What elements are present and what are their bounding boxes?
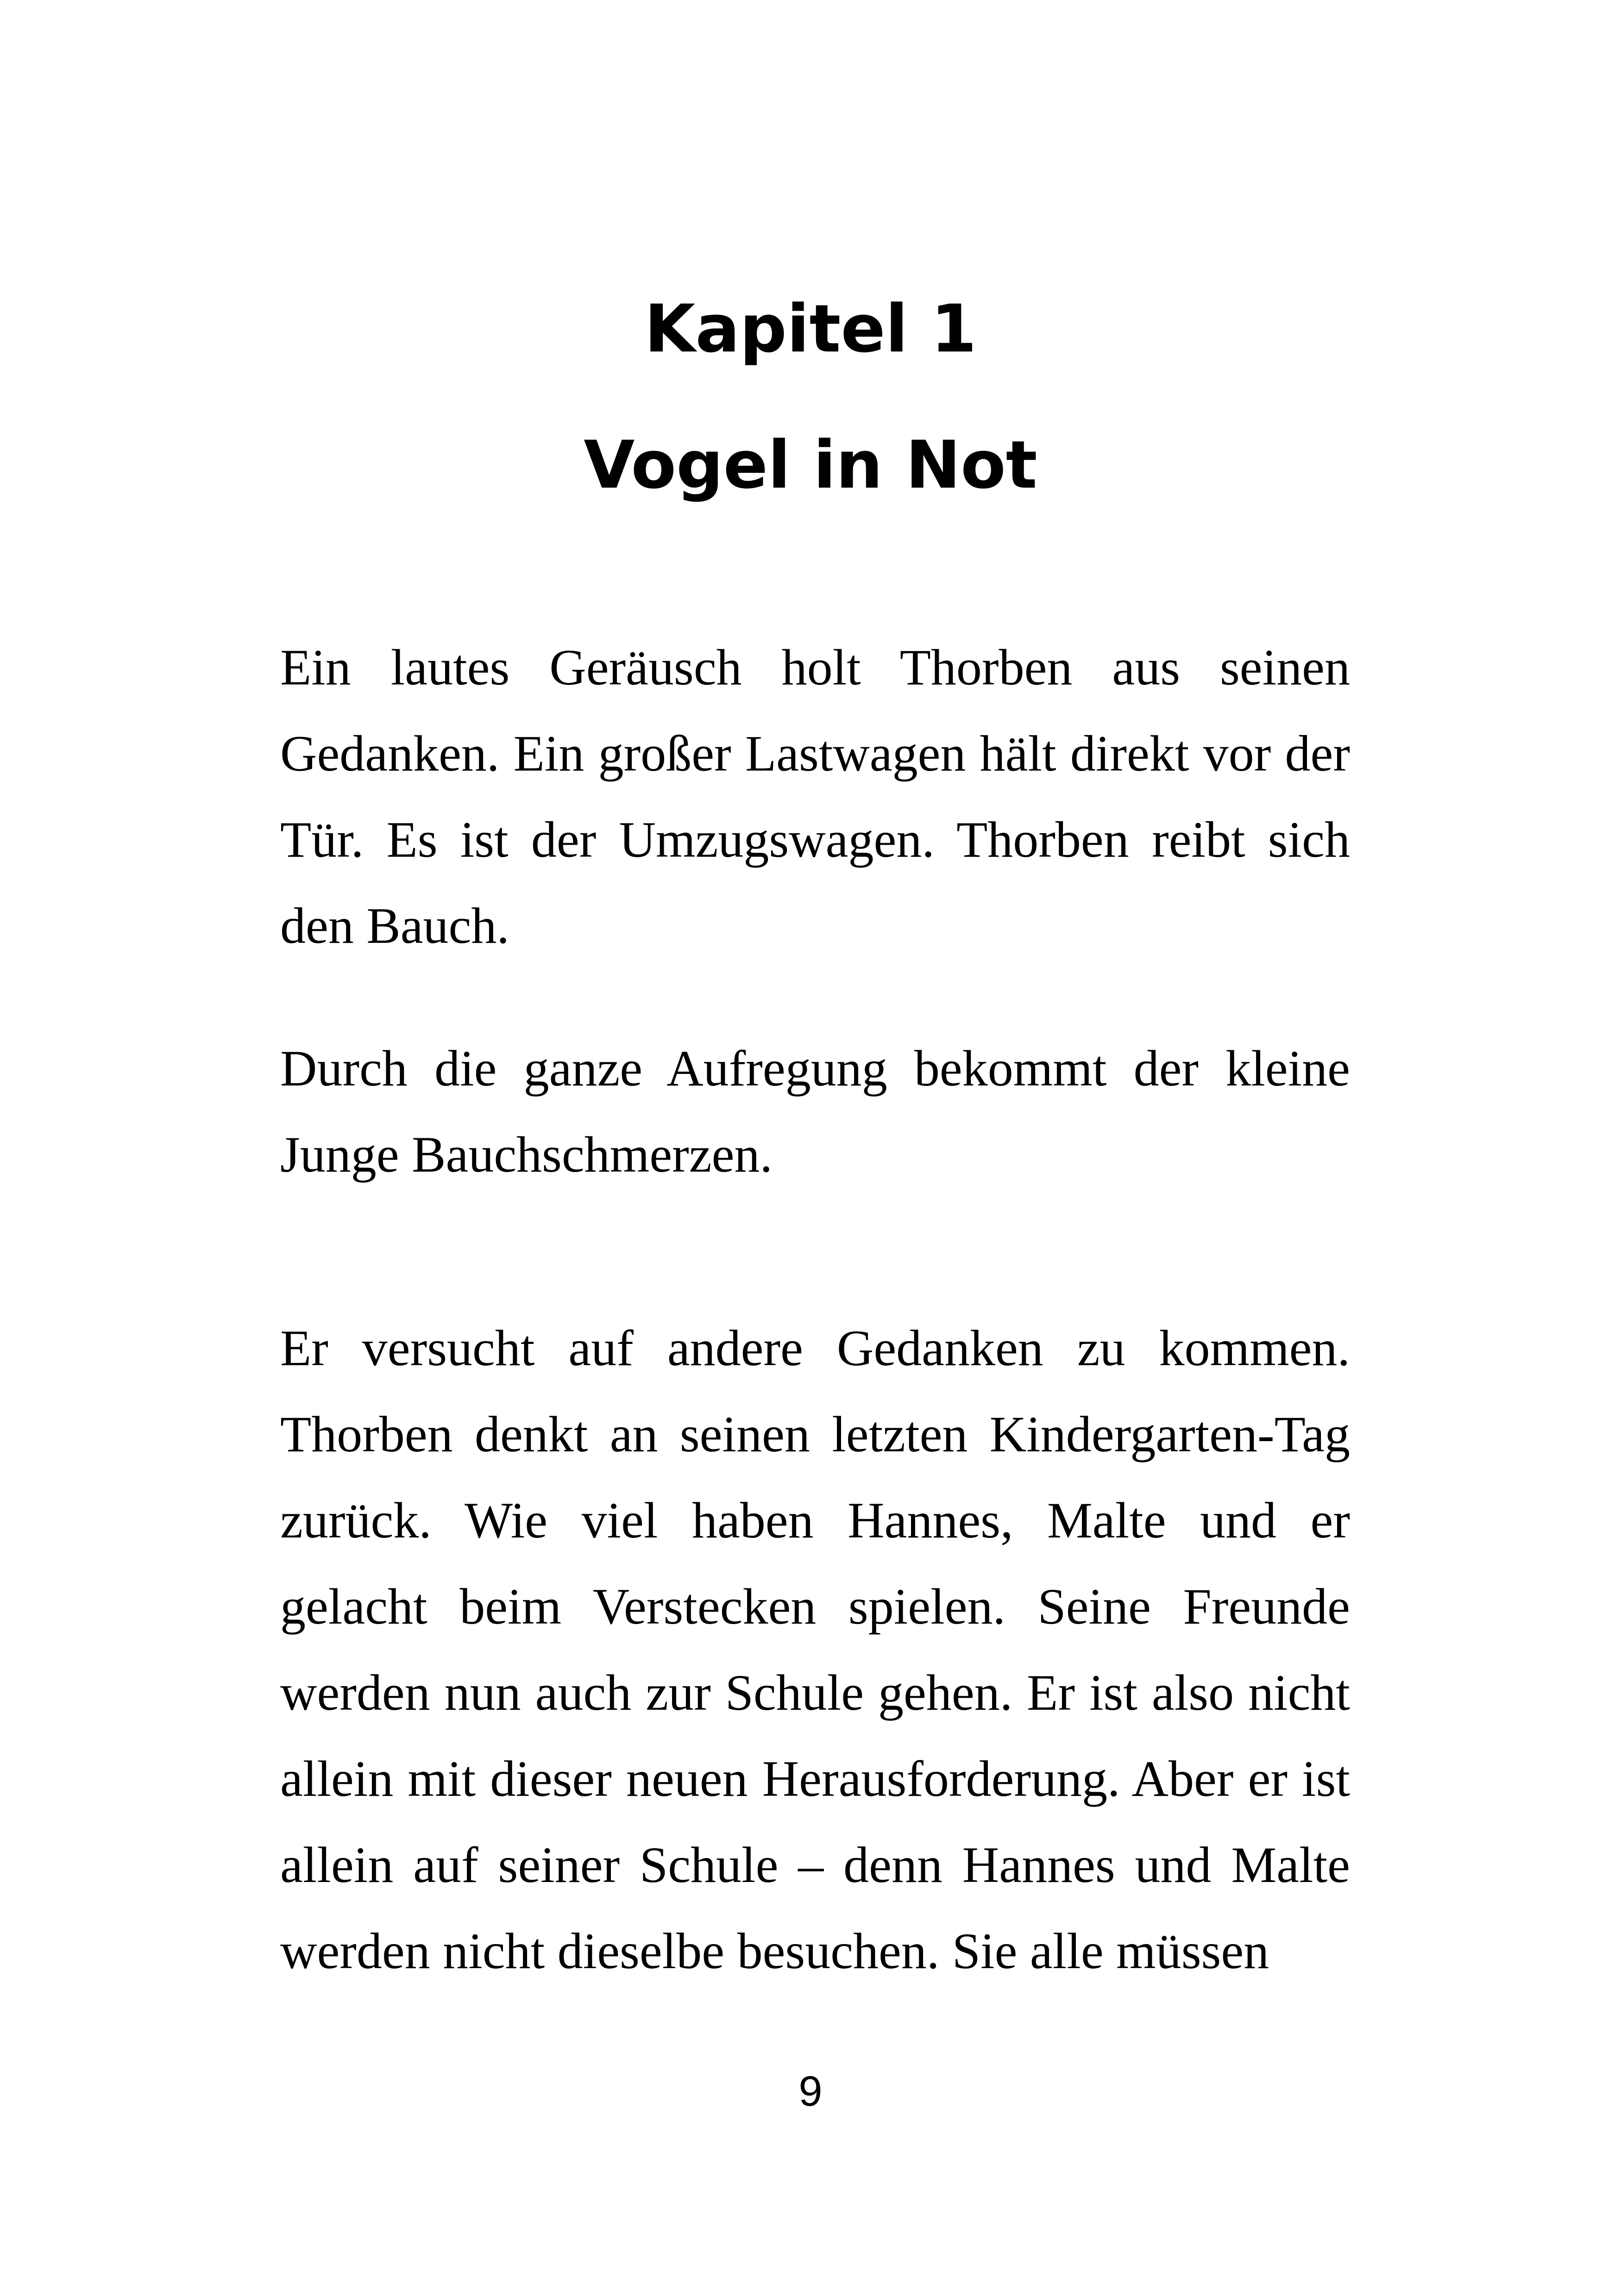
paragraph-2: Durch die ganze Aufregung bekommt der kleine Junge Bauchschmerzen. [280,1040,1350,1183]
paragraph-1: Ein lautes Geräusch holt Thorben aus seinen Gedanken. Ein großer Lastwagen hält direkt vor der Tür. Es ist der Umzugswagen. Thorben reibt sich den Bauch. [280,639,1350,954]
chapter-title: Vogel in Not [584,427,1037,503]
page-number: 9 [798,2068,823,2115]
chapter-number: Kapitel 1 [644,291,977,367]
paragraph-3: Er versucht auf andere Gedanken zu kommen. Thorben denkt an seinen letzten Kindergarten-Tag zurück. Wie viel haben Hannes, Malte und er gelacht beim Verstecken spielen. Seine Freunde werden nun auch zur Schule gehen. Er ist also nicht allein mit dieser neuen Herausforderung. Aber er ist allein auf seiner Schule – denn Hannes und Malte werden nicht dieselbe besuchen. Sie alle müssen [280,1320,1350,1979]
